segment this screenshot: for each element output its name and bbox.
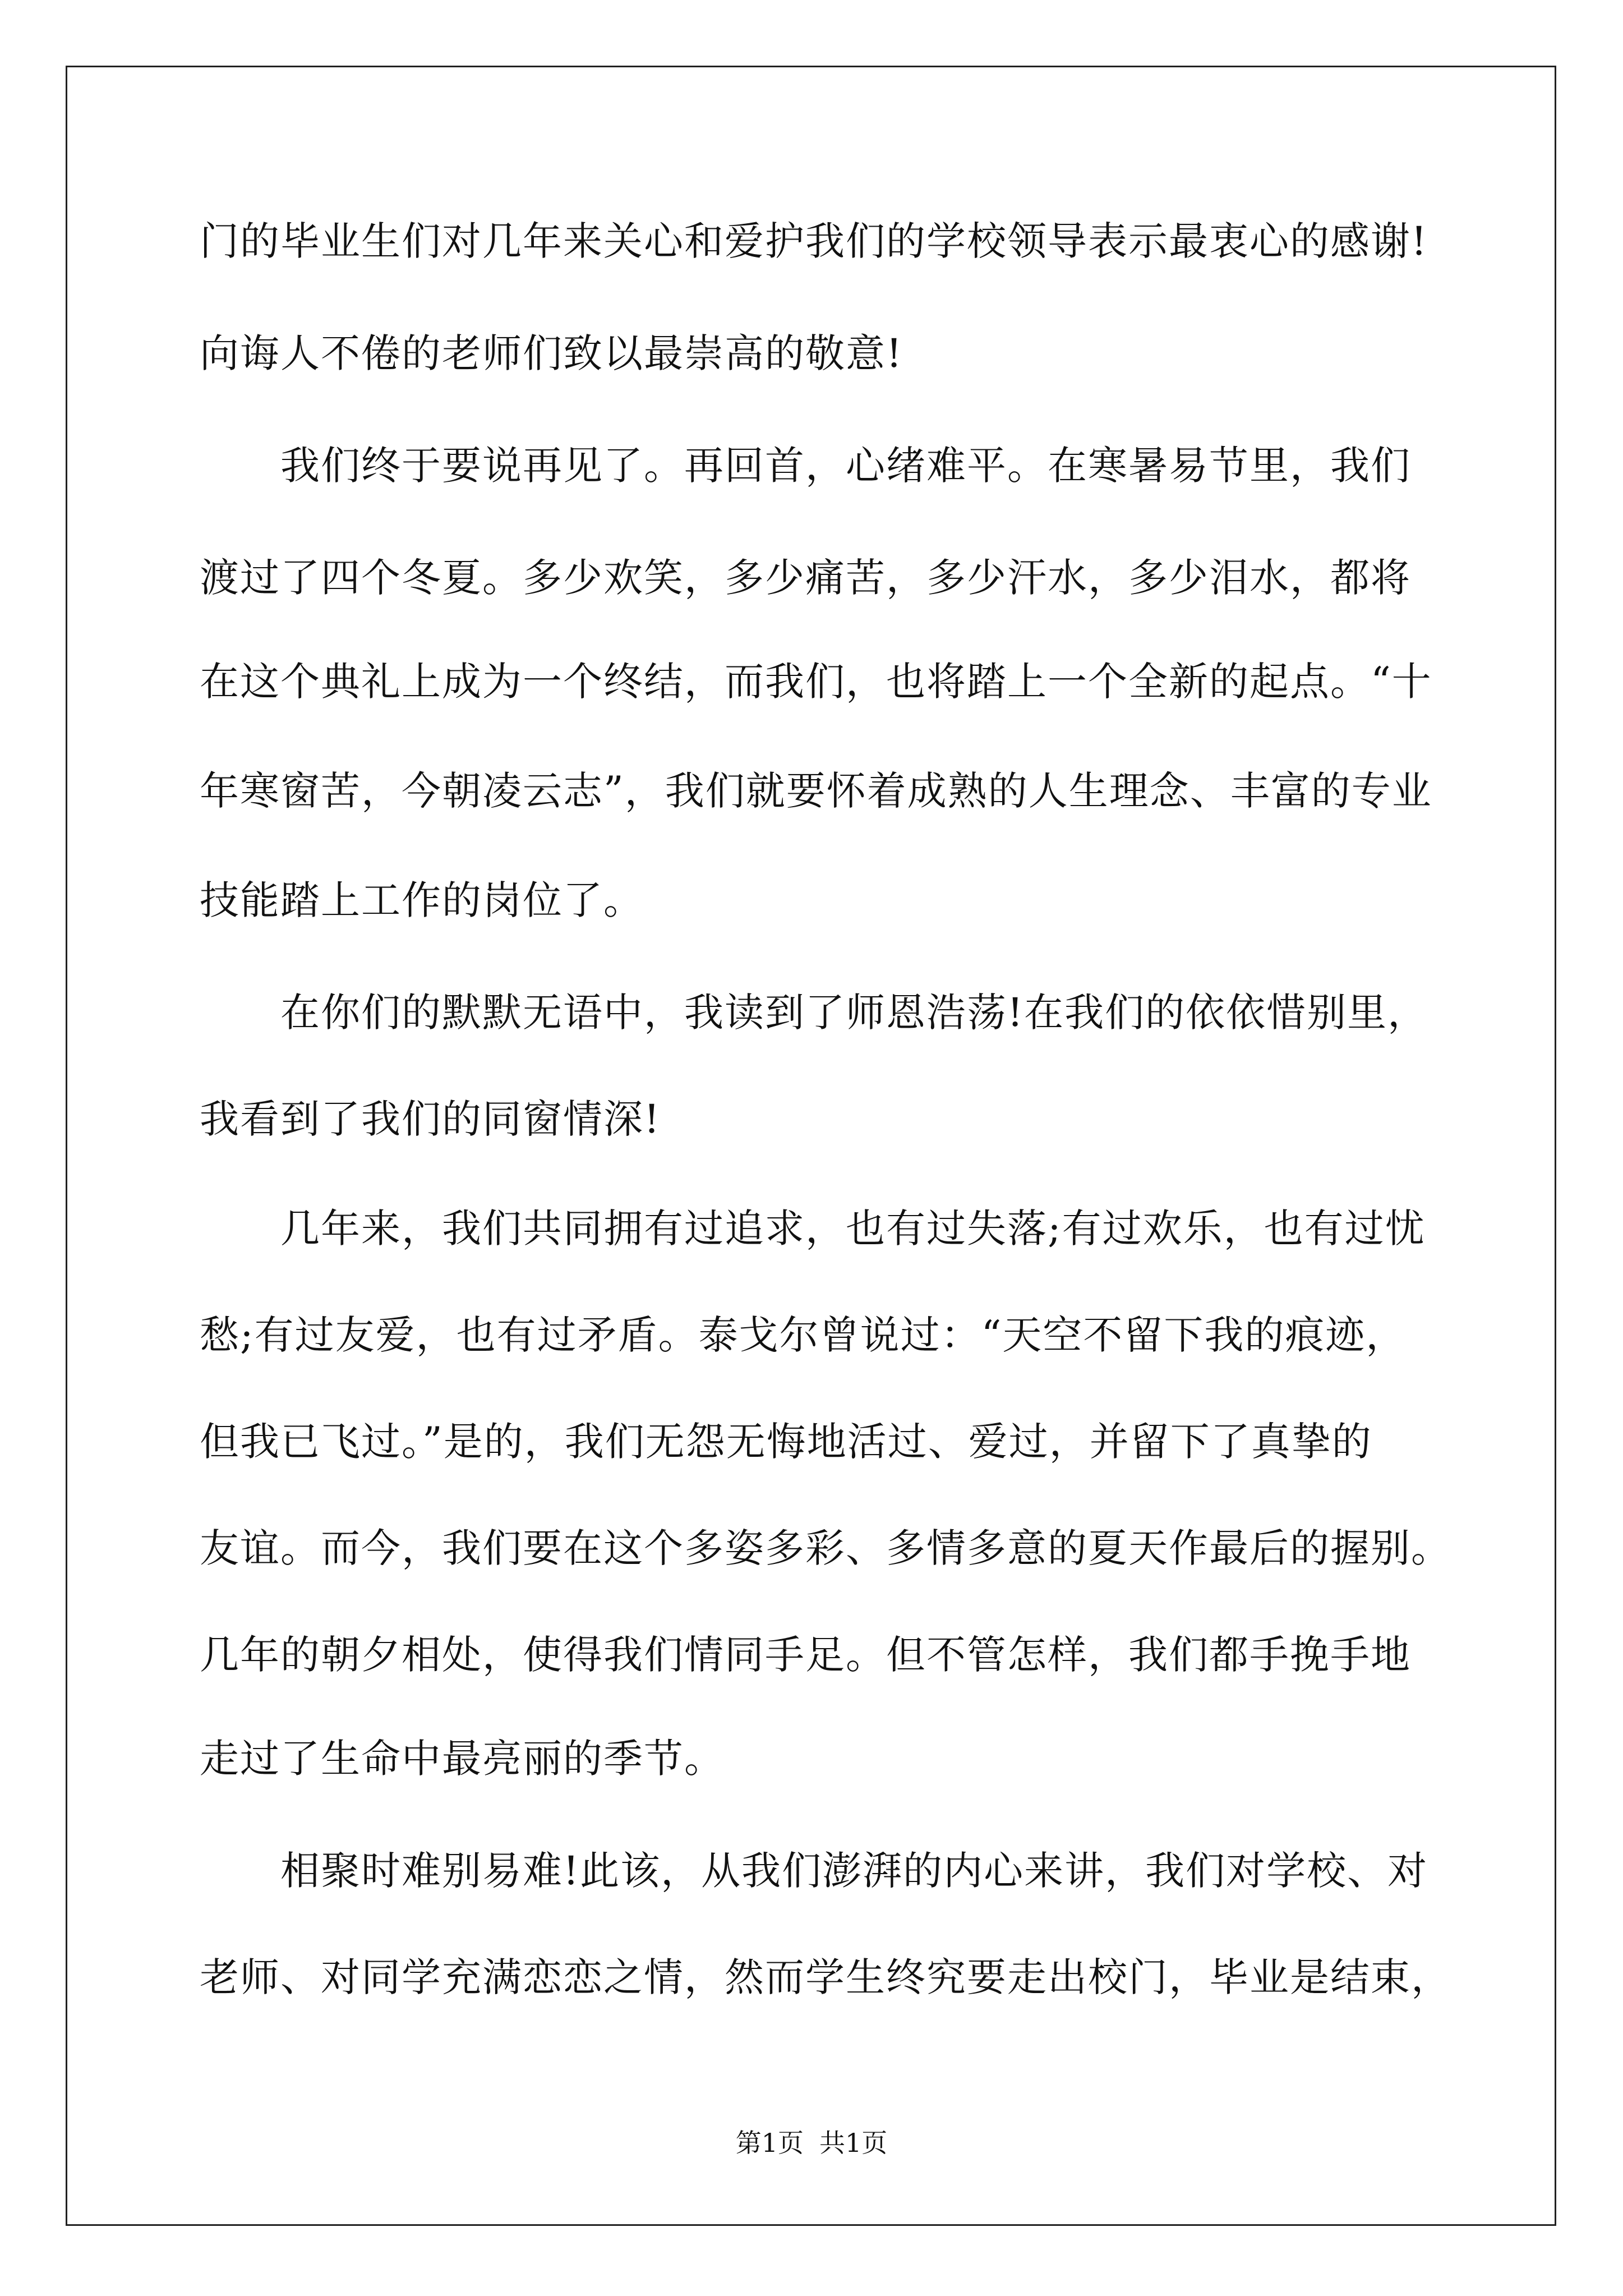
- text-line: 友谊。而今，我们要在这个多姿多彩、多情多意的夏天作最后的握别。: [200, 1525, 1451, 1571]
- text-line: 向诲人不倦的老师们致以最崇高的敬意!: [200, 330, 903, 376]
- text-line: 几年来，我们共同拥有过追求，也有过失落;有过欢乐，也有过忧: [200, 1205, 1426, 1251]
- text-line: 几年的朝夕相处，使得我们情同手足。但不管怎样，我们都手挽手地: [200, 1632, 1411, 1678]
- text-line: 走过了生命中最亮丽的季节。: [200, 1736, 725, 1782]
- text-line: 我看到了我们的同窗情深!: [200, 1096, 661, 1142]
- text-line: 相聚时难别易难!此该，从我们澎湃的内心来讲，我们对学校、对: [200, 1848, 1428, 1894]
- text-line: 我们终于要说再见了。再回首，心绪难平。在寒暑易节里，我们: [200, 443, 1411, 489]
- page-total: 共1页: [819, 2128, 888, 2158]
- text-line: 技能踏上工作的岗位了。: [200, 877, 644, 923]
- text-line: 但我已飞过。”是的，我们无怨无悔地活过、爱过，并留下了真挚的: [200, 1419, 1372, 1465]
- text-line: 门的毕业生们对几年来关心和爱护我们的学校领导表示最衷心的感谢!: [200, 218, 1428, 264]
- text-line: 在你们的默默无语中，我读到了师恩浩荡!在我们的依依惜别里，: [200, 990, 1428, 1036]
- text-line: 在这个典礼上成为一个终结，而我们，也将踏上一个全新的起点。“十: [200, 659, 1432, 705]
- text-line: 愁;有过友爱，也有过矛盾。泰戈尔曾说过：“天空不留下我的痕迹，: [200, 1312, 1407, 1358]
- text-line: 老师、对同学充满恋恋之情，然而学生终究要走出校门，毕业是结束，: [200, 1954, 1451, 2000]
- text-line: 年寒窗苦，今朝凌云志”，我们就要怀着成熟的人生理念、丰富的专业: [200, 768, 1432, 814]
- page-border: [66, 66, 1556, 2226]
- page-number: 第1页: [735, 2128, 804, 2158]
- page-footer: [0, 2126, 1623, 2160]
- text-line: 渡过了四个冬夏。多少欢笑，多少痛苦，多少汗水，多少泪水，都将: [200, 555, 1411, 601]
